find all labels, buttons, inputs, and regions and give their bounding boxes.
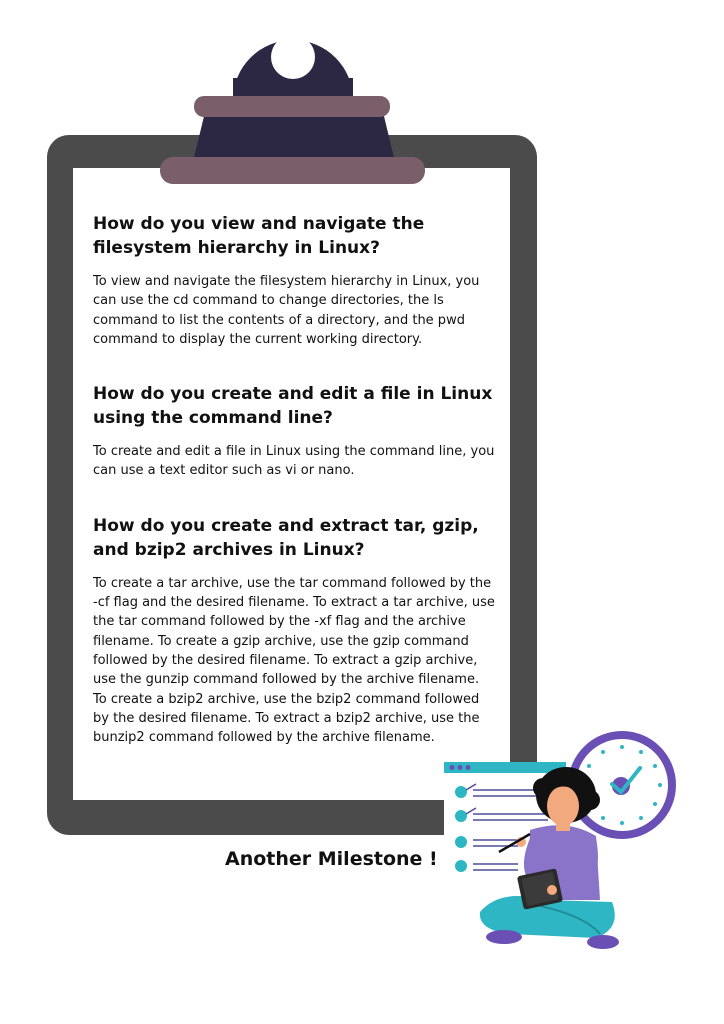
faq-answer: To create a tar archive, use the tar command followed by the -cf flag and the desired filename. To extract a tar archive, use the tar command followed by the -xf flag and the archive filename. To create a gzip archive, use the gzip command followed by the desired filename. To extract a gzip archive, use the gunzip command followed by the archive filename. To create a bzip2 archive, use the bzip2 command followed by the desired filename. To extract a bzip2 archive, use the bunzip2 command followed by the archive filename. (93, 575, 495, 746)
faq-answer: To create and edit a file in Linux using the command line, you can use a text editor such as vi or nano. (93, 444, 495, 479)
faq-answer: To view and navigate the filesystem hierarchy in Linux, you can use the cd command to change directories, the ls command to list the contents of a directory, and the pwd command to display the current working directory. (93, 274, 480, 347)
faq-question: How do you create and extract tar, gzip, and bzip2 archives in Linux? (93, 515, 479, 560)
faq-question: How do you create and edit a file in Linux using the command line? (93, 384, 493, 429)
milestone-caption: Another Milestone ! (225, 848, 438, 870)
faq-question: How do you view and navigate the filesystem hierarchy in Linux? (93, 214, 425, 258)
